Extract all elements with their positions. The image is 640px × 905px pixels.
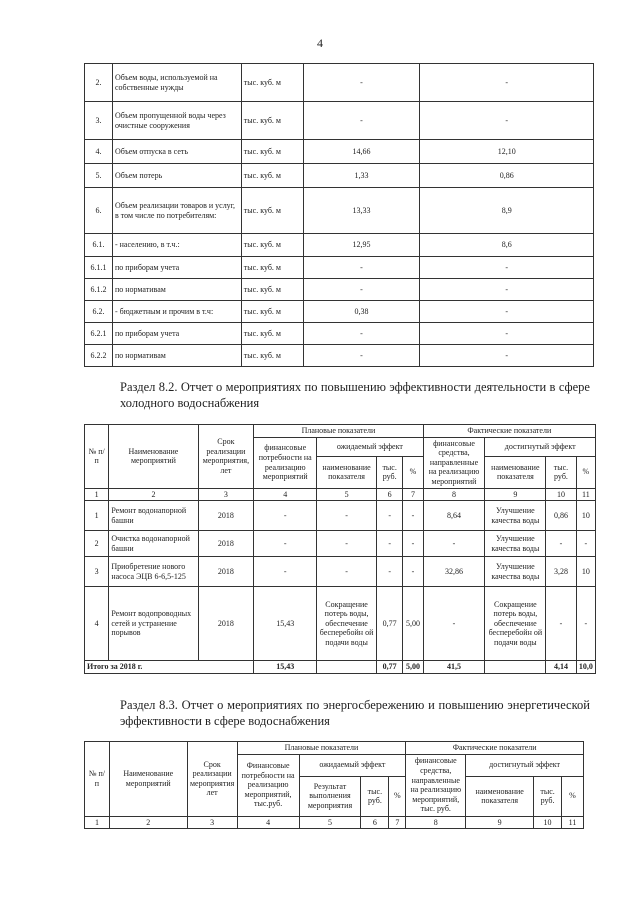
row-fact-eff-name: Сокращение потерь воды, обеспечение бесперебойн ой подачи воды (485, 587, 546, 661)
row-fact-rub: 3,28 (546, 557, 576, 587)
table-row (85, 557, 596, 587)
column-number: 5 (317, 488, 377, 501)
row-fact-value: - (420, 323, 594, 345)
col-plan-eff-pct: % (403, 456, 423, 488)
row-number: 6.2. (85, 301, 113, 323)
row-unit: тыс. куб. м (241, 64, 303, 102)
row-plan-eff-name: - (317, 557, 377, 587)
row-unit: тыс. куб. м (241, 323, 303, 345)
row-fact-fin: 8,64 (423, 501, 485, 531)
row-plan-value: 13,33 (303, 188, 420, 234)
row-indicator: по нормативам (112, 345, 241, 367)
section-8-2-title: Раздел 8.2. Отчет о мероприятиях по повышению эффективности деятельности в сфере холодного водоснабжения (120, 380, 590, 410)
row-term: 2018 (198, 501, 254, 531)
table-row (85, 64, 594, 102)
col-fact-eff: достигнутый эффект (466, 754, 584, 776)
row-fact-value: 8,6 (420, 234, 594, 257)
row-fact-rub: - (546, 531, 576, 557)
measures-table-8-2 (84, 424, 596, 674)
row-indicator: Объем реализации товаров и услуг, в том числе по потребителям: (112, 188, 241, 234)
column-number: 2 (109, 816, 187, 829)
row-fact-fin: - (423, 531, 485, 557)
total-plan-rub: 0,77 (376, 661, 402, 674)
row-number: 4 (85, 587, 109, 661)
table-row (85, 279, 594, 301)
column-number: 1 (85, 488, 109, 501)
row-term: 2018 (198, 531, 254, 557)
row-fact-value: - (420, 257, 594, 279)
row-number: 2. (85, 64, 113, 102)
col-plan: Плановые показатели (254, 425, 423, 438)
col-fact-fin: финансовые средства, направленные на реализацию мероприятий (423, 437, 485, 488)
row-plan-value: - (303, 257, 420, 279)
row-plan-value: - (303, 323, 420, 345)
column-number: 10 (534, 816, 562, 829)
row-unit: тыс. куб. м (241, 140, 303, 164)
row-number: 3. (85, 102, 113, 140)
row-plan-eff-name: Сокращение потерь воды, обеспечение бесперебойн ой подачи воды (317, 587, 377, 661)
row-plan-eff-name: - (317, 501, 377, 531)
section-8-3-title: Раздел 8.3. Отчет о мероприятиях по энергосбережению и повышению энергетической эффективности в сфере водоснабжения (120, 698, 590, 728)
row-plan-rub: - (376, 557, 402, 587)
col-plan-fin: Финансовые потребности на реализацию мероприятий, тыс.руб. (237, 754, 299, 816)
measures-table-8-3 (84, 741, 584, 829)
row-fact-value: - (420, 345, 594, 367)
row-plan-value: 14,66 (303, 140, 420, 164)
row-fact-value: 8,9 (420, 188, 594, 234)
row-plan-rub: 0,77 (376, 587, 402, 661)
row-unit: тыс. куб. м (241, 102, 303, 140)
row-plan-pct: - (403, 557, 423, 587)
total-fact-pct: 10,0 (576, 661, 595, 674)
col-term: Срок реализации мероприятия лет (187, 742, 237, 817)
table-row (85, 301, 594, 323)
table-row (85, 102, 594, 140)
row-plan-pct: 5,00 (403, 587, 423, 661)
row-plan-value: 12,95 (303, 234, 420, 257)
column-number: 3 (198, 488, 254, 501)
col-fact-eff-name: наименование показателя (466, 776, 534, 816)
row-number: 6.2.1 (85, 323, 113, 345)
col-fact: Фактические показатели (406, 742, 584, 755)
volume-table (84, 63, 594, 367)
col-name: Наименование мероприятий (109, 425, 198, 489)
row-number: 1 (85, 501, 109, 531)
row-plan-fin: - (254, 557, 317, 587)
row-fact-value: - (420, 301, 594, 323)
row-plan-value: - (303, 102, 420, 140)
column-number: 6 (376, 488, 402, 501)
table-row (85, 188, 594, 234)
row-fact-pct: - (576, 587, 595, 661)
row-term: 2018 (198, 557, 254, 587)
row-plan-eff-name: - (317, 531, 377, 557)
total-plan-fin: 15,43 (254, 661, 317, 674)
column-number: 11 (576, 488, 595, 501)
row-fact-value: - (420, 279, 594, 301)
column-number: 7 (389, 816, 406, 829)
row-fact-rub: 0,86 (546, 501, 576, 531)
col-fact: Фактические показатели (423, 425, 595, 438)
col-fact-eff-rub: тыс. руб. (546, 456, 576, 488)
total-fact-fin: 41,5 (423, 661, 485, 674)
row-unit: тыс. куб. м (241, 301, 303, 323)
row-plan-rub: - (376, 531, 402, 557)
row-number: 2 (85, 531, 109, 557)
column-number: 10 (546, 488, 576, 501)
row-number: 6. (85, 188, 113, 234)
col-plan-eff-rub: тыс. руб. (376, 456, 402, 488)
col-plan-eff: ожидаемый эффект (299, 754, 406, 776)
col-plan-fin: финансовые потребности на реализацию мероприятий (254, 437, 317, 488)
row-fact-pct: 10 (576, 501, 595, 531)
column-number: 4 (254, 488, 317, 501)
total-fact-eff-name (485, 661, 546, 674)
row-indicator: - бюджетным и прочим в т.ч: (112, 301, 241, 323)
row-indicator: по нормативам (112, 279, 241, 301)
row-indicator: Объем воды, используемой на собственные нужды (112, 64, 241, 102)
column-number: 8 (406, 816, 466, 829)
column-number: 5 (299, 816, 361, 829)
row-number: 3 (85, 557, 109, 587)
column-number: 3 (187, 816, 237, 829)
row-unit: тыс. куб. м (241, 279, 303, 301)
table-row (85, 501, 596, 531)
col-fact-fin: финансовые средства, направленные на реализацию мероприятий, тыс. руб. (406, 754, 466, 816)
column-number: 11 (562, 816, 584, 829)
total-fact-rub: 4,14 (546, 661, 576, 674)
row-measure: Приобретение нового насоса ЭЦВ 6-6,5-125 (109, 557, 198, 587)
col-fact-eff-rub: тыс. руб. (534, 776, 562, 816)
row-fact-rub: - (546, 587, 576, 661)
column-number: 9 (485, 488, 546, 501)
row-unit: тыс. куб. м (241, 257, 303, 279)
table-row (85, 140, 594, 164)
row-plan-fin: 15,43 (254, 587, 317, 661)
row-number: 4. (85, 140, 113, 164)
row-plan-pct: - (403, 531, 423, 557)
table-row (85, 257, 594, 279)
row-number: 6.1.1 (85, 257, 113, 279)
col-plan-eff-pct: % (389, 776, 406, 816)
col-plan-eff-name: наименование показателя (317, 456, 377, 488)
row-unit: тыс. куб. м (241, 345, 303, 367)
row-plan-rub: - (376, 501, 402, 531)
col-fact-eff: достигнутый эффект (485, 437, 596, 456)
row-plan-fin: - (254, 501, 317, 531)
column-number: 4 (237, 816, 299, 829)
row-fact-eff-name: Улучшение качества воды (485, 531, 546, 557)
col-name: Наименование мероприятий (109, 742, 187, 817)
row-fact-eff-name: Улучшение качества воды (485, 501, 546, 531)
row-fact-eff-name: Улучшение качества воды (485, 557, 546, 587)
col-fact-eff-name: наименование показателя (485, 456, 546, 488)
col-fact-eff-pct: % (562, 776, 584, 816)
row-unit: тыс. куб. м (241, 234, 303, 257)
row-indicator: Объем отпуска в сеть (112, 140, 241, 164)
row-indicator: Объем пропущенной воды через очистные сооружения (112, 102, 241, 140)
row-number: 6.1.2 (85, 279, 113, 301)
total-label: Итого за 2018 г. (85, 661, 254, 674)
row-number: 5. (85, 164, 113, 188)
row-number: 6.1. (85, 234, 113, 257)
total-plan-pct: 5,00 (403, 661, 423, 674)
row-fact-pct: - (576, 531, 595, 557)
col-term: Срок реализации мероприятия, лет (198, 425, 254, 489)
column-number: 2 (109, 488, 198, 501)
row-plan-value: 0,38 (303, 301, 420, 323)
row-measure: Очистка водонапорной башни (109, 531, 198, 557)
row-indicator: Объем потерь (112, 164, 241, 188)
row-fact-value: 0,86 (420, 164, 594, 188)
row-fact-fin: 32,86 (423, 557, 485, 587)
row-unit: тыс. куб. м (241, 188, 303, 234)
row-plan-value: - (303, 345, 420, 367)
page-number: 4 (317, 36, 323, 50)
table-row (85, 531, 596, 557)
col-plan: Плановые показатели (237, 742, 406, 755)
col-plan-eff: ожидаемый эффект (317, 437, 423, 456)
col-no: № п/п (85, 425, 109, 489)
row-plan-value: - (303, 279, 420, 301)
col-plan-eff-rub: тыс. руб. (361, 776, 389, 816)
row-fact-pct: 10 (576, 557, 595, 587)
total-plan-eff-name (317, 661, 377, 674)
row-fact-value: - (420, 102, 594, 140)
total-row (85, 661, 596, 674)
col-no: № п/п (85, 742, 110, 817)
column-number: 8 (423, 488, 485, 501)
col-plan-eff-name: Результат выполнения мероприятия (299, 776, 361, 816)
column-number: 7 (403, 488, 423, 501)
row-plan-value: 1,33 (303, 164, 420, 188)
row-fact-value: - (420, 64, 594, 102)
row-indicator: по приборам учета (112, 257, 241, 279)
row-unit: тыс. куб. м (241, 164, 303, 188)
table-row (85, 234, 594, 257)
row-fact-value: 12,10 (420, 140, 594, 164)
table-row (85, 345, 594, 367)
row-term: 2018 (198, 587, 254, 661)
col-fact-eff-pct: % (576, 456, 595, 488)
column-number: 9 (466, 816, 534, 829)
table-row (85, 323, 594, 345)
row-indicator: - населению, в т.ч.: (112, 234, 241, 257)
row-plan-value: - (303, 64, 420, 102)
row-plan-fin: - (254, 531, 317, 557)
row-number: 6.2.2 (85, 345, 113, 367)
row-plan-pct: - (403, 501, 423, 531)
table-row (85, 587, 596, 661)
row-measure: Ремонт водонапорной башни (109, 501, 198, 531)
column-number: 1 (85, 816, 110, 829)
table-row (85, 164, 594, 188)
column-number: 6 (361, 816, 389, 829)
row-indicator: по приборам учета (112, 323, 241, 345)
row-fact-fin: - (423, 587, 485, 661)
row-measure: Ремонт водопроводных сетей и устранение порывов (109, 587, 198, 661)
